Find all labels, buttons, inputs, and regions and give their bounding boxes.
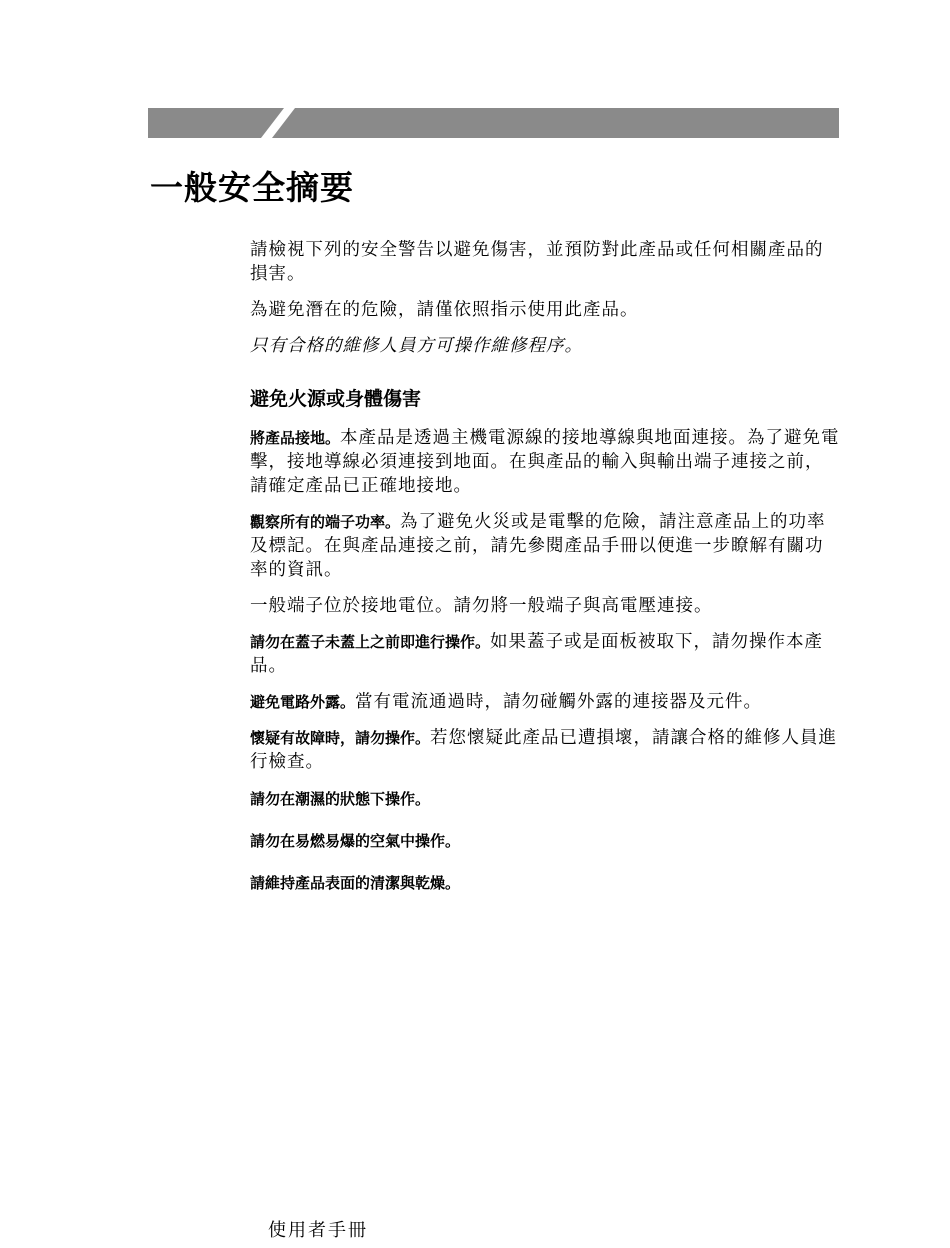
main-content bbox=[250, 238, 840, 912]
safety-item-text: 當有電流通過時，請勿碰觸外露的連接器及元件。 bbox=[355, 692, 763, 712]
safety-item-lead: 避免電路外露。 bbox=[250, 693, 356, 711]
safety-item-covers bbox=[250, 630, 840, 678]
section-heading: 避免火源或身體傷害 bbox=[250, 388, 422, 410]
safety-item-lead: 觀察所有的端子功率。 bbox=[250, 513, 401, 531]
safety-item-text: 如果蓋子或是面板被取下，請勿操作本產品。 bbox=[250, 632, 824, 676]
header-bar-graphic bbox=[148, 108, 839, 138]
header-bar bbox=[148, 108, 839, 138]
safety-item-text: 為了避免火災或是電擊的危險，請注意產品上的功率及標記。在與產品連接之前，請先參閱產品手冊以便進一步瞭解有關功率的資訊。 bbox=[250, 512, 826, 580]
warning-wet-conditions: 請勿在潮濕的狀態下操作。 bbox=[250, 790, 431, 808]
intro-paragraph-3: 只有合格的維修人員方可操作維修程序。 bbox=[250, 336, 583, 356]
safety-item-suspected-failure bbox=[250, 726, 840, 774]
safety-item-lead: 將產品接地。 bbox=[250, 429, 341, 447]
safety-item-common-terminal bbox=[250, 594, 840, 618]
safety-item-exposed-circuit bbox=[250, 690, 840, 714]
safety-item-lead: 懷疑有故障時，請勿操作。 bbox=[250, 729, 431, 747]
page-title: 一般安全摘要 bbox=[150, 168, 354, 207]
warning-keep-clean-dry: 請維持產品表面的清潔與乾燥。 bbox=[250, 874, 461, 892]
safety-item-ratings bbox=[250, 510, 840, 582]
safety-item-text: 一般端子位於接地電位。請勿將一般端子與高電壓連接。 bbox=[250, 596, 713, 616]
safety-item-lead: 請勿在蓋子未蓋上之前即進行操作。 bbox=[250, 633, 491, 651]
safety-item-grounding bbox=[250, 426, 840, 498]
intro-paragraph-2: 為避免潛在的危險，請僅依照指示使用此產品。 bbox=[250, 300, 639, 320]
safety-item-text: 若您懷疑此產品已遭損壞，請讓合格的維修人員進行檢查。 bbox=[250, 728, 838, 772]
intro-paragraph-1: 請檢視下列的安全警告以避免傷害，並預防對此產品或任何相關產品的損害。 bbox=[250, 240, 824, 284]
warning-explosive-atmosphere: 請勿在易燃易爆的空氣中操作。 bbox=[250, 832, 461, 850]
safety-item-text: 本產品是透過主機電源線的接地導線與地面連接。為了避免電擊，接地導線必須連接到地面。在與產品的輸入與輸出端子連接之前，請確定產品已正確地接地。 bbox=[250, 428, 840, 496]
page-footer: 使用者手冊 bbox=[268, 1220, 368, 1241]
